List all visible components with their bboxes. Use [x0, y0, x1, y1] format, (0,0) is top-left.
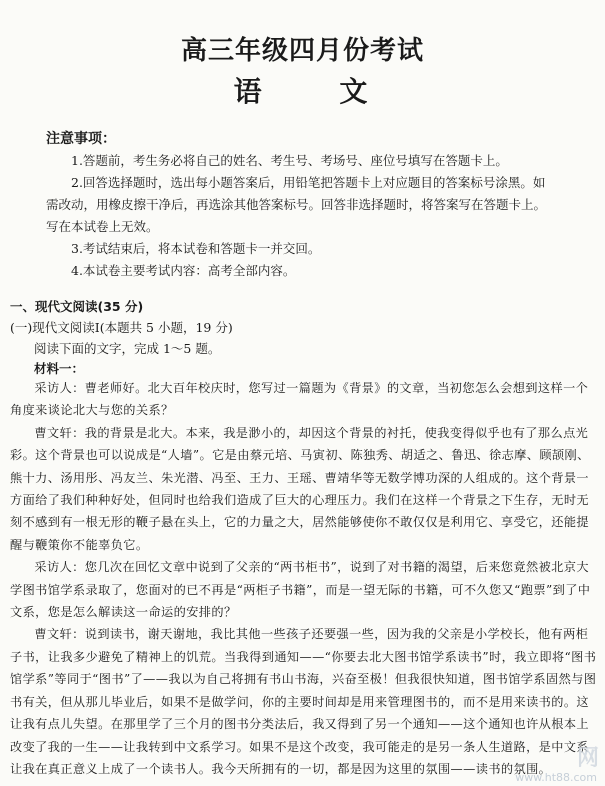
reading-instruction: 阅读下面的文字，完成 1～5 题。: [34, 341, 221, 356]
notice-heading: 注意事项：: [46, 131, 116, 147]
notice-item: 2.回答选择题时，选出每小题答案后，用铅笔把答题卡上对应题目的答案标号涂黑。如需改动，用橡皮擦干净后，再选涂其他答案标号。回答非选择题时，将答案写在答题卡上。写在本试卷上无效。: [46, 175, 547, 234]
exam-title: 高三年级四月份考试: [180, 36, 424, 66]
notice-item: 1.答题前，考生务必将自己的姓名、考生号、考场号、座位号填写在答题卡上。: [71, 153, 508, 168]
subject-title: 语 文: [233, 75, 402, 108]
passage-paragraph: 曹文轩：说到读书，谢天谢地，我比其他一些孩子还要强一些，因为我的父亲是小学校长，他有两柜子书，让我多少避免了精神上的饥荒。当我得到通知——“你要去北大图书馆学系读书”时，我立即将“图书馆学系”等同于“图书”了——我以为自己将拥有书山书海，兴奋至极！但我很快知道，图书馆学系固然与图书有关，但从那儿毕业后，如果不是做学问，你的主要时间却是用来管理图书的，而不是用来读书的。这让我有点儿失望。在那里学了三个月的图书分类法后，我又得到了另一个通知——这个通知也许从根本上改变了我的一生——让我转到中文系学习。如果不是这个改变，我可能走的是另一条人生道路，是中文系让我在真正意义上成了一个读书人。我今天所拥有的一切，都是因为这里的氛围——读书的氛围。: [10, 627, 597, 776]
passage-paragraph: 采访人：您几次在回忆文章中说到了父亲的“两书柜书”，说到了对书籍的渴望，后来您竟然被北京大学图书馆学系录取了，您面对的已不再是“两柜子书籍”，而是一望无际的书籍，可不久您又“跑票”到了中文系，您是怎么解读这一命运的安排的？: [10, 560, 591, 620]
section-heading: 一、现代文阅读(35 分): [10, 299, 144, 314]
passage: [10, 377, 598, 780]
passage-paragraph: 采访人：曹老师好。北大百年校庆时，您写过一篇题为《背景》的文章，当初您怎么会想到这样一个角度来谈论北大与您的关系？: [10, 381, 589, 418]
subsection-heading: (一)现代文阅读Ⅰ(本题共 5 小题，19 分): [10, 320, 233, 335]
watermark-logo: 网: [576, 746, 599, 771]
notice-item: 3.考试结束后，将本试卷和答题卡一并交回。: [71, 241, 321, 256]
notice-list: [46, 150, 556, 282]
material-label: 材料一：: [34, 361, 85, 376]
passage-paragraph: 曹文轩：我的背景是北大。本来，我是渺小的，却因这个背景的衬托，使我变得似乎也有了那么点光彩。这个背景也可以说成是“人墙”。它是由蔡元培、马寅初、陈独秀、胡适之、鲁迅、徐志摩、顾颉刚、熊十力、汤用彤、冯友兰、朱光潜、冯至、王力、王瑶、曹靖华等无数学博功深的人组成的。这个背景一方面给了我们种种好处，但同时也给我们造成了巨大的心理压力。我们在这样一个背景之下生存，无时无刻不感到有一根无形的鞭子悬在头上，它的力量之大，居然能够使你不敢仅仅是利用它、享受它，还能提醒与鞭策你不能辜负它。: [10, 425, 590, 552]
notice-item: 4.本试卷主要考试内容：高考全部内容。: [71, 263, 296, 278]
watermark-url: www.ht88.com: [515, 771, 597, 784]
